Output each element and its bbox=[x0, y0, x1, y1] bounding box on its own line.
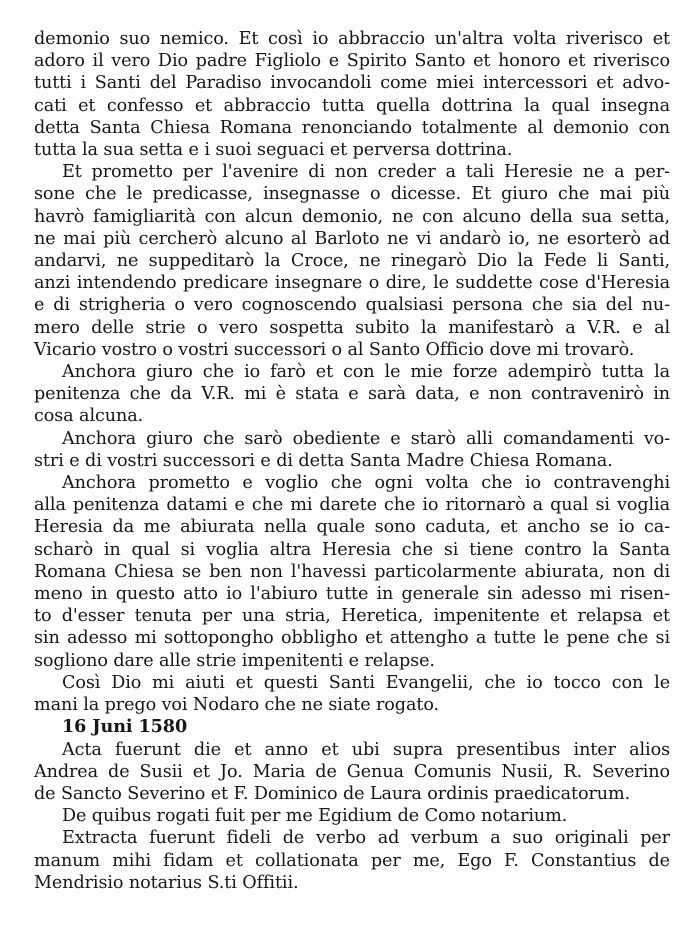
text-line: cati et confesso et abbraccio tutta quella dottrina la qual insegna bbox=[34, 95, 670, 116]
text-line: demonio suo nemico. Et così io abbraccio un'altra volta riverisco et bbox=[34, 29, 670, 49]
paragraph bbox=[34, 428, 670, 472]
text-line: tutta la sua setta e i suoi seguaci et perversa dottrina. bbox=[34, 140, 513, 161]
text-line: meno in questo atto io l'abiuro tutte in generale sin adesso mi risen- bbox=[34, 584, 670, 605]
text-line: Anchora giuro che sarò obediente e starò alli comandamenti vo- bbox=[62, 428, 670, 449]
text-line: De quibus rogati fuit per me Egidium de Como notarium. bbox=[62, 806, 568, 827]
text-line: e di strigheria o vero cognoscendo qualsiasi persona che sia del nu- bbox=[34, 295, 670, 316]
closing-paragraph bbox=[34, 827, 670, 894]
text-line: manum mihi fidam et collationata per me, Ego F. Constantius de bbox=[34, 850, 670, 871]
text-line: Così Dio mi aiuti et questi Santi Evangelii, che io tocco con le bbox=[62, 672, 670, 693]
text-line: anzi intendendo predicare insegnare o dire, le suddette cose d'Heresia bbox=[34, 273, 670, 294]
text-line: Extracta fuerunt fideli de verbo ad verbum a suo originali per bbox=[62, 828, 670, 849]
text-line: stri e di vostri successori e di detta Santa Madre Chiesa Romana. bbox=[34, 450, 613, 471]
document-body bbox=[34, 28, 670, 894]
paragraph bbox=[34, 361, 670, 428]
text-line: adoro il vero Dio padre Figliolo e Spirito Santo et honoro et riverisco bbox=[34, 51, 670, 72]
text-line: Vicario vostro o vostri successori o al Santo Officio dove mi trovarò. bbox=[34, 339, 635, 360]
text-line: Acta fuerunt die et anno et ubi supra presentibus inter alios bbox=[62, 739, 670, 760]
document-date: 16 Juni 1580 bbox=[62, 716, 188, 738]
closing-paragraph bbox=[34, 805, 670, 827]
closing-paragraph bbox=[34, 739, 670, 806]
text-line: Romana Chiesa se ben non l'havessi particolarmente abiurata, non di bbox=[34, 561, 670, 582]
text-line: ne mai più cercherò alcuno al Barloto ne vi andarò io, ne esorterò ad bbox=[34, 228, 670, 249]
text-line: sogliono dare alle strie impenitenti e relapse. bbox=[34, 650, 435, 671]
text-line: andarvi, ne suppeditarò la Croce, ne rinegarò Dio la Fede li Santi, bbox=[34, 251, 670, 272]
text-line: mani la prego voi Nodaro che ne siate rogato. bbox=[34, 695, 439, 716]
text-line: scharò in qual si voglia altra Heresia che si tiene contro la Santa bbox=[34, 539, 670, 560]
text-line: tutti i Santi del Paradiso invocandoli come miei intercessori et advo- bbox=[34, 73, 670, 94]
text-line: penitenza che da V.R. mi è stata e sarà data, e non contravenirò in bbox=[34, 384, 670, 405]
text-line: sone che le predicasse, insegnasse o dicesse. Et giuro che mai più bbox=[34, 184, 670, 205]
text-line: Heresia da me abiurata nella quale sono caduta, et ancho se io ca- bbox=[34, 517, 670, 538]
text-line: detta Santa Chiesa Romana renonciando totalmente al demonio con bbox=[34, 117, 670, 138]
text-line: Mendrisio notarius S.ti Offitii. bbox=[34, 872, 299, 893]
text-line: alla penitenza datami e che mi darete che io ritornarò a qual si voglia bbox=[34, 495, 670, 516]
text-line: Et prometto per l'avenire di non creder a tali Heresie ne a per- bbox=[62, 162, 670, 183]
paragraph bbox=[34, 472, 670, 672]
text-line: cosa alcuna. bbox=[34, 406, 144, 427]
text-line: Andrea de Susii et Jo. Maria de Genua Comunis Nusii, R. Severino bbox=[34, 761, 670, 782]
text-line: Anchora giuro che io farò et con le mie forze adempirò tutta la bbox=[62, 362, 670, 383]
text-line: mero delle strie o vero sospetta subito la manifestarò a V.R. e al bbox=[34, 317, 670, 338]
paragraph bbox=[34, 161, 670, 361]
paragraph bbox=[34, 28, 670, 161]
text-line: sin adesso mi sottopongho obbligho et attengho a tutte le pene che si bbox=[34, 628, 670, 649]
paragraph bbox=[34, 672, 670, 716]
text-line: havrò famigliarità con alcun demonio, ne con alcuno della sua setta, bbox=[34, 206, 670, 227]
text-line: de Sancto Severino et F. Dominico de Laura ordinis praedicatorum. bbox=[34, 783, 631, 804]
text-line: to d'esser tenuta per una stria, Heretica, impenitente et relapsa et bbox=[34, 606, 670, 627]
text-line: Anchora prometto e voglio che ogni volta che io contravenghi bbox=[62, 473, 670, 494]
